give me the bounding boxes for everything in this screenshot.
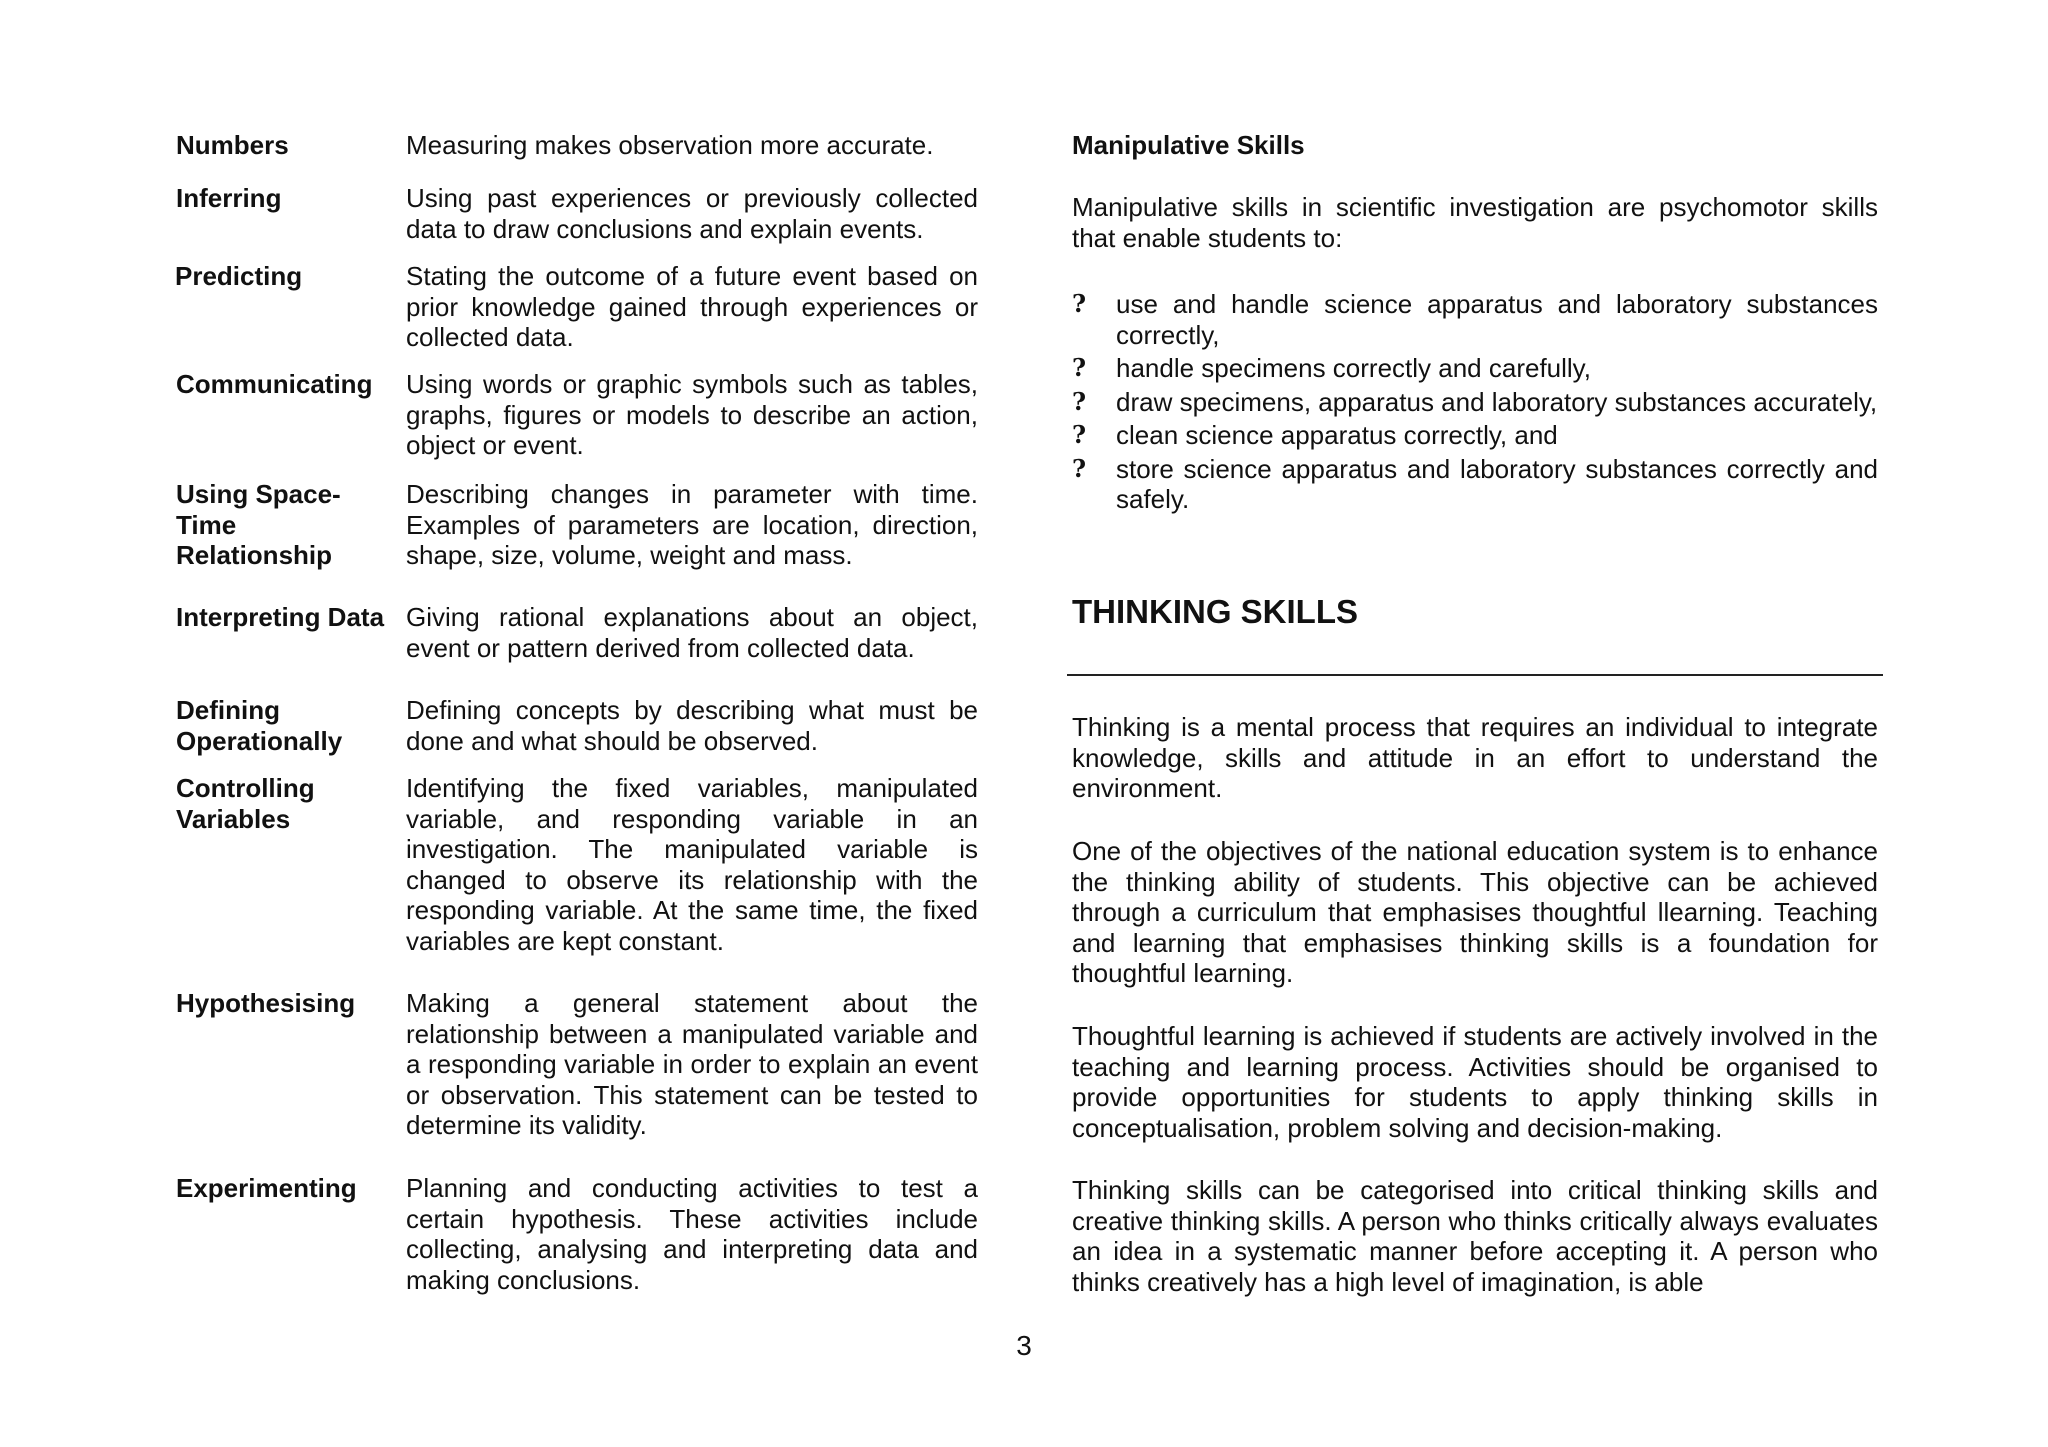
skill-definition: Defining concepts by describing what must be done and what should be observed. (406, 695, 978, 756)
thinking-paragraph-4: Thinking skills can be categorised into critical thinking skills and creative thinking skills. A person who thinks critically always evaluates an idea in a systematic manner before accepting it. A person who thinks creatively has a high level of imagination, is able (1072, 1175, 1878, 1297)
skill-term: Inferring (176, 183, 282, 213)
list-item-text: clean science apparatus correctly, and (1116, 420, 1558, 450)
manipulative-skills-heading: Manipulative Skills (1072, 130, 1305, 160)
skill-term: Using Space-Time Relationship (176, 479, 341, 570)
list-item-text: use and handle science apparatus and laboratory substances correctly, (1116, 289, 1878, 350)
section-divider (1067, 674, 1883, 676)
list-item-text: handle specimens correctly and carefully, (1116, 353, 1591, 383)
skill-term: Numbers (176, 130, 289, 160)
skill-term: Interpreting Data (176, 602, 385, 632)
skill-definition: Planning and conducting activities to test a certain hypothesis. These activities include collecting, analysing and interpreting data and making conclusions. (406, 1173, 978, 1295)
skill-definition: Using words or graphic symbols such as tables, graphs, figures or models to describe an action, object or event. (406, 369, 978, 460)
skill-definition: Giving rational explanations about an object, event or pattern derived from collected data. (406, 602, 978, 663)
skill-term: Experimenting (176, 1173, 357, 1203)
list-item (1072, 454, 1878, 515)
thinking-paragraph-2: One of the objectives of the national education system is to enhance the thinking ability of students. This objective can be achieved through a curriculum that emphasises thoughtful llearning. Teaching and learning that emphasises thinking skills is a foundation for thoughtful learning. (1072, 836, 1878, 988)
list-item (1072, 353, 1878, 384)
skill-definition: Measuring makes observation more accurate. (406, 130, 934, 160)
skill-term: Predicting (175, 261, 303, 291)
list-item (1072, 289, 1878, 350)
skill-definition: Identifying the fixed variables, manipulated variable, and responding variable in an investigation. The manipulated variable is changed to observe its relationship with the responding variable. At the same time, the fixed variables are kept constant. (406, 773, 978, 956)
skill-definition: Stating the outcome of a future event based on prior knowledge gained through experiences or collected data. (406, 261, 978, 352)
manipulative-skills-list (1072, 289, 1878, 518)
page-number: 3 (1016, 1330, 1032, 1361)
list-item (1072, 420, 1878, 451)
bullet-icon: ? (1072, 386, 1087, 416)
skill-term: Communicating (176, 369, 373, 399)
bullet-icon: ? (1072, 453, 1087, 483)
manipulative-intro: Manipulative skills in scientific investigation are psychomotor skills that enable students to: (1072, 192, 1878, 253)
bullet-icon: ? (1072, 420, 1087, 449)
bullet-icon: ? (1072, 289, 1087, 318)
skill-term: Defining Operationally (176, 695, 343, 756)
thinking-skills-title: THINKING SKILLS (1072, 593, 1358, 630)
bullet-icon: ? (1072, 353, 1087, 382)
skill-definition: Using past experiences or previously collected data to draw conclusions and explain events. (406, 183, 978, 244)
skill-term: Hypothesising (176, 988, 356, 1018)
thinking-paragraph-3: Thoughtful learning is achieved if students are actively involved in the teaching and learning process. Activities should be organised to provide opportunities for students to apply thinking skills in conceptualisation, problem solving and decision-making. (1072, 1021, 1878, 1143)
skill-definition: Describing changes in parameter with time. Examples of parameters are location, direction, shape, size, volume, weight and mass. (406, 479, 978, 570)
skill-term: Controlling Variables (176, 773, 315, 834)
thinking-paragraph-1: Thinking is a mental process that requires an individual to integrate knowledge, skills and attitude in an effort to understand the environment. (1072, 712, 1878, 803)
list-item-text: draw specimens, apparatus and laboratory substances accurately, (1116, 386, 1878, 417)
list-item-text: store science apparatus and laboratory substances correctly and safely. (1116, 453, 1878, 514)
list-item (1072, 387, 1878, 418)
skill-definition: Making a general statement about the relationship between a manipulated variable and a responding variable in order to explain an event or observation. This statement can be tested to determine its validity. (406, 988, 978, 1140)
